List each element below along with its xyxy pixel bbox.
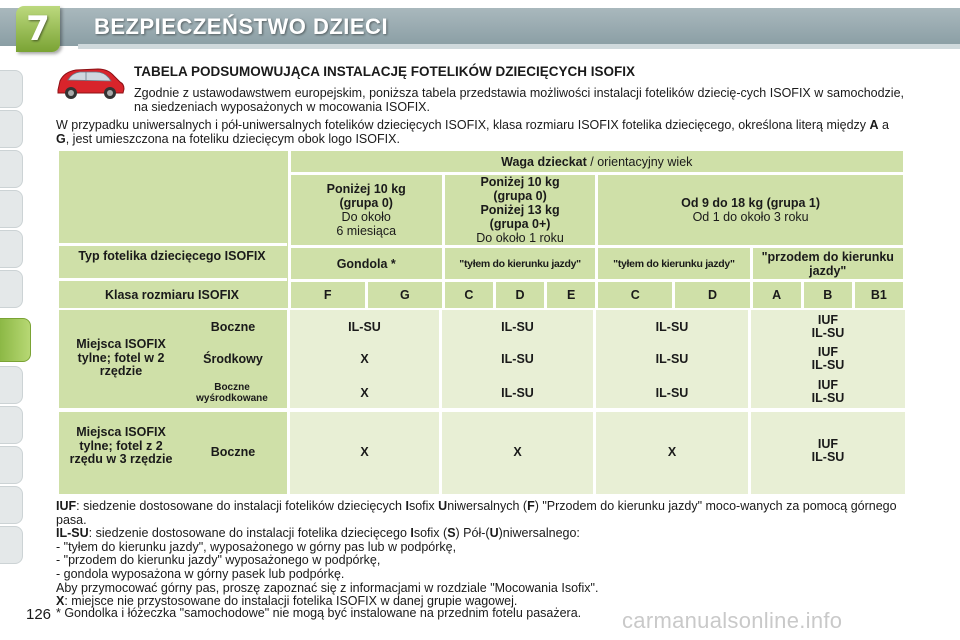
legend-term: IL-SU (56, 526, 89, 541)
cell-line: IL-SU (811, 391, 845, 405)
chapter-tab[interactable] (0, 526, 23, 564)
corner-cell (59, 151, 288, 308)
group0-line: Poniżej 10 kg (326, 182, 406, 196)
cell-line: IUF (817, 345, 839, 359)
isofix-paragraph (56, 118, 904, 146)
para-text: a (878, 118, 889, 132)
group1-header (598, 175, 903, 245)
chapter-tab[interactable] (0, 406, 23, 444)
intro-paragraph: Zgodnie z ustawodawstwem europejskim, poniższa tabela przedstawia możliwości instalacji fotelików dziecię-cych ISOFIX w samochodzie, na siedzeniach wyposażonych w mocowania ISOFIX. (134, 86, 904, 114)
para-letter-a: A (869, 118, 879, 132)
group0plus-line: Poniżej 13 kg (480, 203, 560, 217)
weight-header-rest: / orientacyjny wiek (586, 154, 693, 169)
type-rear-facing: "tyłem do kierunku jazdy" (445, 248, 595, 279)
chapter-tab[interactable] (0, 486, 23, 524)
para-text: , jest umieszczona na foteliku dziecięcym obok logo ISOFIX. (65, 132, 400, 146)
third-row-block (59, 412, 905, 494)
legend-letter: U (489, 526, 499, 541)
class-cell: B1 (855, 282, 903, 308)
seat-position-label: Środkowy (203, 352, 263, 366)
chapter-badge (16, 6, 60, 52)
seat-position-label: Boczne (210, 320, 256, 334)
cell-value (751, 438, 905, 464)
type-gondola: Gondola * (291, 248, 442, 279)
class-cell: E (547, 282, 595, 308)
group0plus-line: (grupa 0) (493, 189, 547, 203)
cell-value (751, 379, 905, 405)
chapter-title: BEZPIECZEŃSTWO DZIECI (94, 14, 389, 39)
cell-line: IUF (817, 313, 839, 327)
legend-letter: I (405, 499, 409, 513)
group0-line: (grupa 0) (339, 196, 393, 210)
group0plus-line: Poniżej 10 kg (480, 175, 560, 189)
isofix-table (56, 148, 906, 311)
page-number: 126 (26, 606, 52, 623)
cell-line: IUF (817, 378, 839, 392)
cell-value: IL-SU (655, 352, 689, 366)
section-title: TABELA PODSUMOWUJĄCA INSTALACJĘ FOTELIKÓW DZIECIĘCYCH ISOFIX (134, 64, 636, 79)
legend-text: ) Pół-( (455, 526, 490, 541)
legend-text: )niwersalnego: (498, 526, 580, 541)
cell-line: IL-SU (811, 358, 845, 372)
chapter-number: 7 (26, 9, 50, 49)
legend-text: : siedzenie dostosowane do instalacji fotelika dziecięcego (88, 526, 411, 541)
group1-line: Od 9 do 18 kg (grupa 1) (681, 196, 821, 210)
weight-header (291, 151, 903, 172)
car-icon (54, 64, 126, 102)
legend-text: : miejsce nie przystosowane do instalacji fotelika ISOFIX w danej grupie wagowej. (64, 594, 518, 609)
cell-value: X (360, 386, 369, 400)
cell-value: IL-SU (501, 352, 534, 366)
cell-line: IUF (817, 437, 839, 451)
chapter-tab[interactable] (0, 270, 23, 308)
corner-divider (59, 243, 287, 246)
chapter-tab-active[interactable] (0, 318, 31, 362)
group0plus-header (445, 175, 595, 245)
watermark: carmanualsonline.info (622, 608, 843, 633)
cell-value: IL-SU (501, 386, 534, 400)
chapter-tab[interactable] (0, 150, 23, 188)
legend (56, 500, 906, 609)
cell-value: IL-SU (655, 386, 689, 400)
class-cell: F (291, 282, 365, 308)
class-label: Klasa rozmiaru ISOFIX (104, 288, 240, 302)
group0-line: Do około (341, 210, 391, 224)
cell-value: X (360, 445, 369, 459)
cell-line: IL-SU (811, 326, 845, 340)
legend-bullet: - "tyłem do kierunku jazdy", wyposażonego w górny pas lub w podpórkę, (56, 539, 457, 554)
corner-divider (59, 278, 287, 281)
cell-value (751, 346, 905, 372)
legend-iuf (56, 500, 906, 527)
cell-value (751, 314, 905, 340)
class-cell: B (804, 282, 852, 308)
para-text: W przypadku uniwersalnych i pół-uniwersalnych fotelików dziecięcych ISOFIX, klasa rozmiaru ISOFIX fotelika dziecięcego, określona literą między (56, 118, 870, 132)
chapter-tab[interactable] (0, 366, 23, 404)
chapter-tab[interactable] (0, 230, 23, 268)
legend-text: sofix ( (413, 526, 448, 541)
seat-position-label: Boczne (210, 445, 256, 459)
para-letter-g: G (56, 132, 66, 146)
group0plus-line: (grupa 0+) (489, 217, 551, 231)
legend-text: : siedzenie dostosowane do instalacji fotelików dziecięcych (76, 499, 406, 513)
chapter-tab[interactable] (0, 446, 23, 484)
cell-line: IL-SU (811, 450, 845, 464)
type-forward-facing: "przodem do kierunku jazdy" (753, 248, 903, 279)
class-cell: C (445, 282, 493, 308)
legend-letter: U (438, 499, 448, 513)
legend-text: ) "Przodem do kierunku jazdy" moco-wanych za pomocą górnego pasa. (56, 499, 897, 527)
type-label: Typ fotelika dziecięcego ISOFIX (78, 249, 266, 263)
cell-value: X (513, 445, 522, 459)
cell-value: IL-SU (655, 320, 689, 334)
type-rear-facing: "tyłem do kierunku jazdy" (598, 248, 749, 279)
rear-seats-block (59, 310, 905, 408)
legend-note: Aby przymocować górny pas, proszę zapoznać się z informacjami w rozdziale "Mocowania Isofix". (56, 580, 599, 595)
cell-value: X (360, 352, 369, 366)
class-cell: D (496, 282, 544, 308)
group0-header (291, 175, 442, 245)
group0plus-line: Do około 1 roku (476, 231, 564, 245)
legend-letter: F (527, 499, 535, 513)
class-cell: A (753, 282, 801, 308)
footnote: * Gondolka i łóżeczka "samochodowe" nie mogą być instalowane na przednim fotelu pasażera. (56, 606, 582, 620)
legend-text: sofix (408, 499, 439, 513)
group0-line: 6 miesiąca (336, 224, 397, 238)
third-row-label: Miejsca ISOFIX tylne; fotel z 2 rzędu w 3 rzędzie (69, 425, 173, 466)
chapter-tab[interactable] (0, 190, 23, 228)
legend-text: niwersalnych ( (447, 499, 528, 513)
rear-seats-label: Miejsca ISOFIX tylne; fotel w 2 rzędzie (76, 337, 166, 378)
cell-value: IL-SU (501, 320, 534, 334)
legend-term: IUF (56, 499, 77, 513)
chapter-tab[interactable] (0, 70, 23, 108)
legend-letter: I (410, 526, 414, 541)
legend-bullet: - gondola wyposażona w górny pasek lub podpórkę. (56, 566, 345, 581)
legend-bullet: - "przodem do kierunku jazdy" wyposażonego w podpórkę, (56, 553, 381, 568)
class-cell: G (368, 282, 442, 308)
legend-letter: S (447, 526, 456, 541)
class-cell: D (675, 282, 749, 308)
weight-header-bold: Waga dzieckat (501, 154, 587, 169)
cell-value: X (667, 445, 677, 459)
group1-line: Od 1 do około 3 roku (692, 210, 809, 224)
chapter-tab[interactable] (0, 110, 23, 148)
class-cell: C (598, 282, 672, 308)
cell-value: IL-SU (348, 320, 381, 334)
seat-position-label: Boczne wyśrodkowane (196, 382, 268, 404)
header-underline (78, 44, 960, 49)
legend-ilsu (56, 527, 906, 541)
legend-term: X (56, 594, 65, 609)
